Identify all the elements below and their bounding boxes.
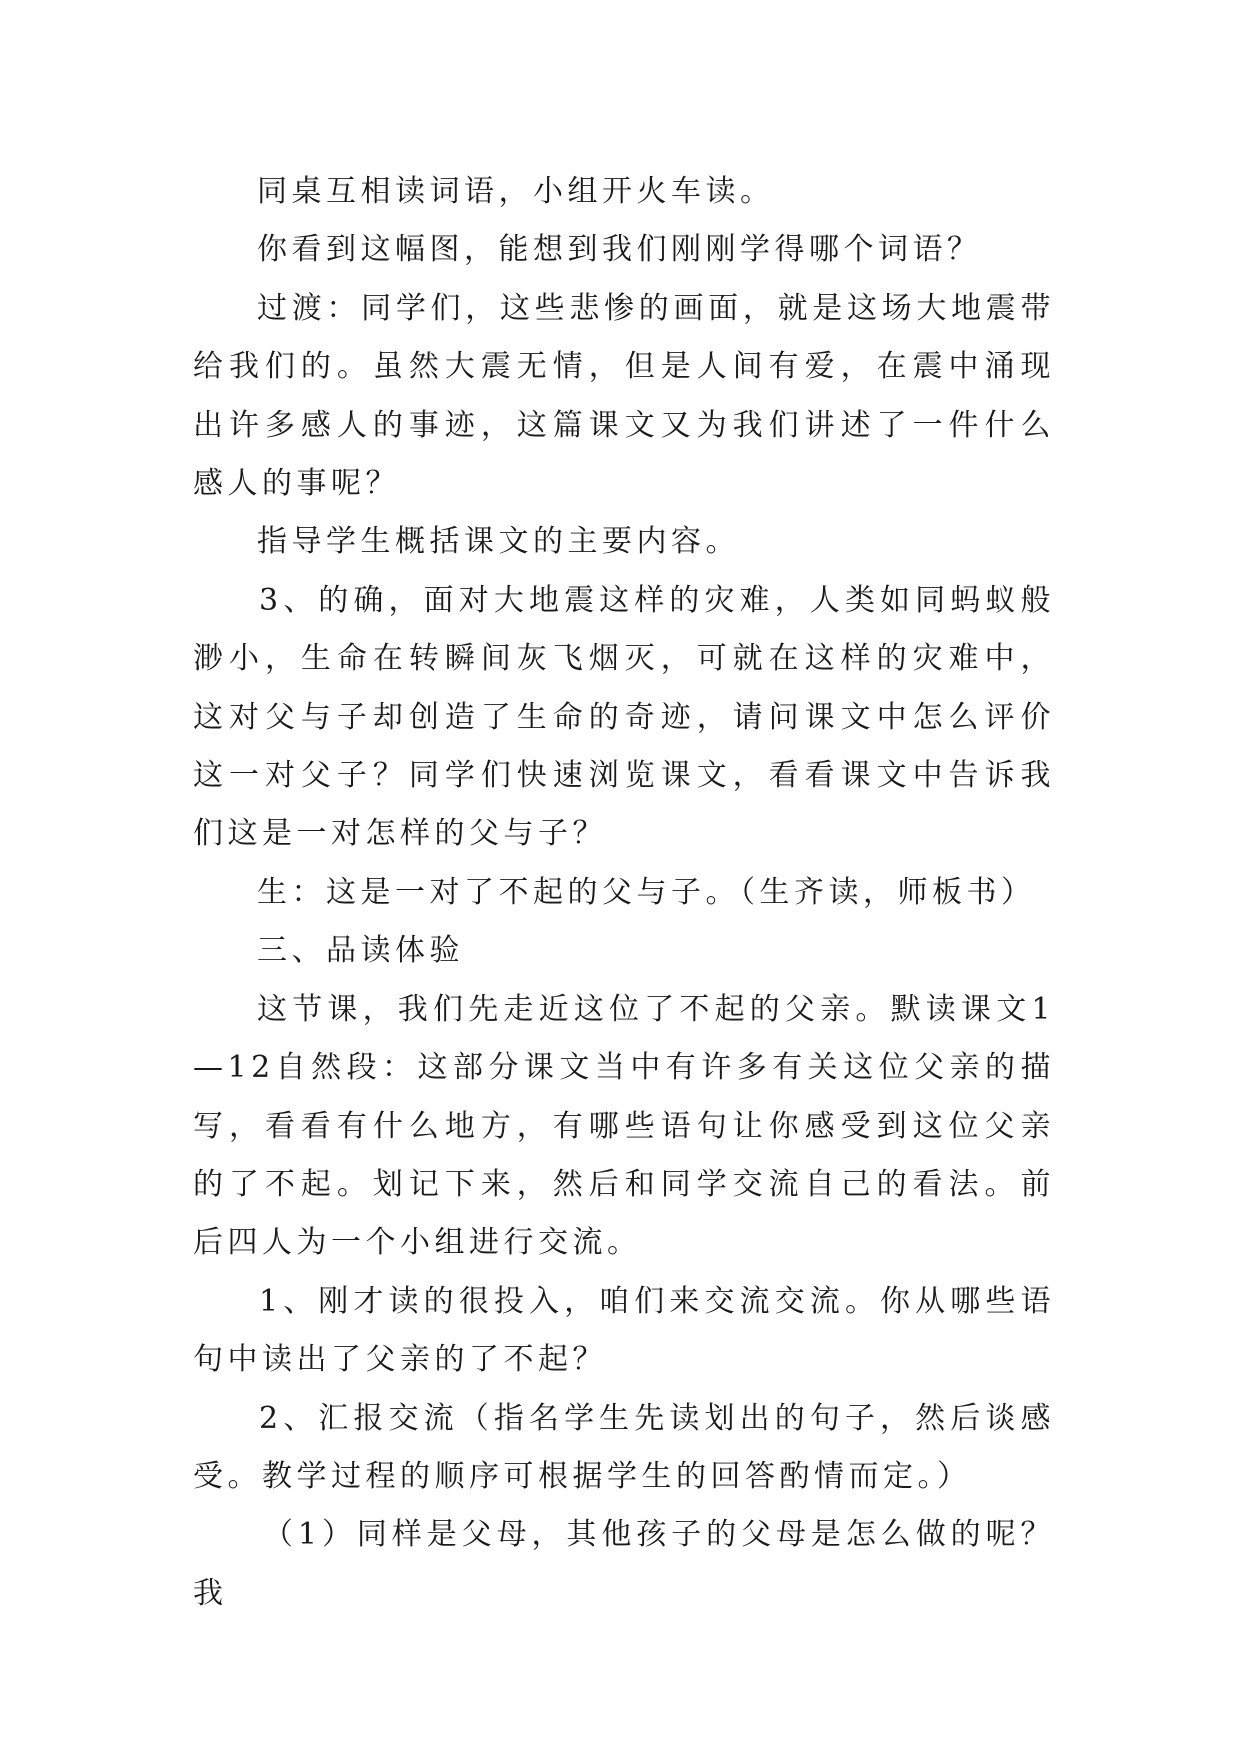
paragraph-picture-question: 你看到这幅图，能想到我们刚刚学得哪个词语？ (257, 232, 982, 268)
paragraph-item-2: 2、汇报交流（指名学生先读划出的句子，然后谈感受。教学过程的顺序可根据学生的回答酌情而定。） (193, 1400, 1055, 1494)
paragraph-summarize: 指导学生概括课文的主要内容。 (257, 524, 740, 560)
document-body (193, 163, 1055, 1623)
paragraph-transition: 过渡：同学们，这些悲惨的画面，就是这场大地震带给我们的。虽然大震无情，但是人间有爱，在震中涌现出许多感人的事迹，这篇课文又为我们讲述了一件什么感人的事呢？ (193, 290, 1055, 502)
section-heading-reading: 三、品读体验 (257, 933, 464, 969)
paragraph-subitem-1: （1）同样是父母，其他孩子的父母是怎么做的呢？我 (193, 1517, 1055, 1611)
paragraph-read-words: 同桌互相读词语，小组开火车读。 (257, 174, 775, 209)
paragraph-item-1: 1、刚才读的很投入，咱们来交流交流。你从哪些语句中读出了父亲的了不起？ (193, 1283, 1055, 1378)
paragraph-silent-reading: 这节课，我们先走近这位了不起的父亲。默读课文1—12自然段：这部分课文当中有许多有关这位父亲的描写，看看有什么地方，有哪些语句让你感受到这位父亲的了不起。划记下来，然后和同学交流自己的看法。前后四人为一个小组进行交流。 (193, 991, 1055, 1261)
paragraph-student-answer: 生：这是一对了不起的父与子。（生齐读，师板书） (257, 874, 1036, 910)
paragraph-item-3: 3、的确，面对大地震这样的灾难，人类如同蚂蚁般渺小，生命在转瞬间灰飞烟灭，可就在这样的灾难中，这对父与子却创造了生命的奇迹，请问课文中怎么评价这一对父子？同学们快速浏览课文，看看课文中告诉我们这是一对怎样的父与子？ (193, 582, 1055, 852)
